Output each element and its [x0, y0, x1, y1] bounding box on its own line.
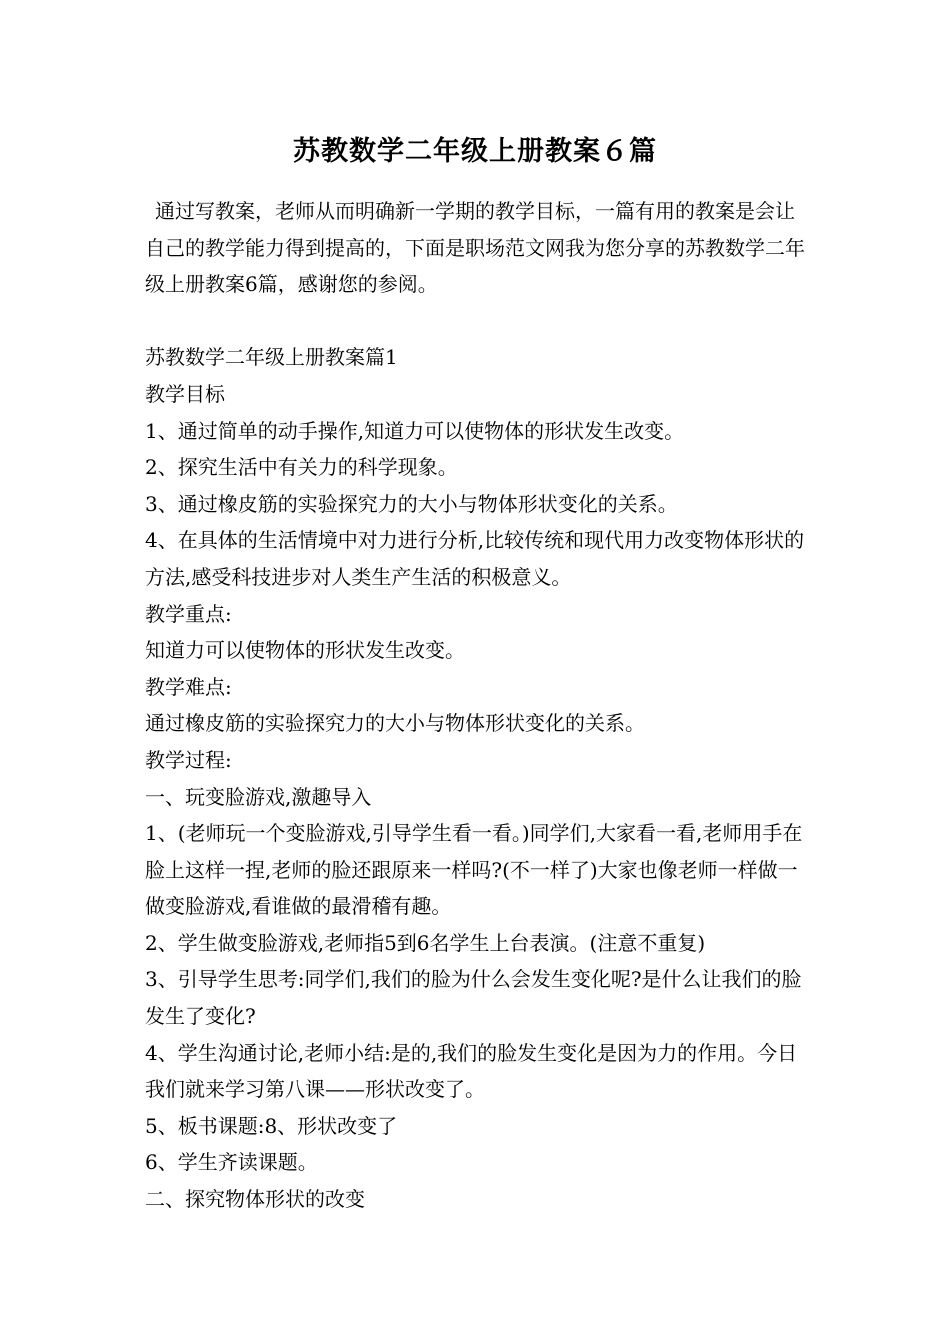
goal-item: 4、在具体的生活情境中对力进行分析,比较传统和现代用力改变物体形状的方法,感受科技进步对人类生产生活的积极意义。	[145, 528, 805, 589]
paragraph-spacer	[145, 303, 810, 340]
goal-item: 3、通过橡皮筋的实验探究力的大小与物体形状变化的关系。	[145, 491, 678, 516]
process-item: 1、(老师玩一个变脸游戏,引导学生看一看。)同学们,大家看一看,老师用手在脸上这样一捏,老师的脸还跟原来一样吗?(不一样了)大家也像老师一样做一做变脸游戏,看谁做的最滑稽有趣。	[145, 821, 803, 919]
process-step-heading: 二、探究物体形状的改变	[145, 1187, 365, 1212]
process-item: 3、引导学生思考:同学们,我们的脸为什么会发生变化呢?是什么让我们的脸发生了变化?	[145, 967, 802, 1029]
process-item: 4、学生沟通讨论,老师小结:是的,我们的脸发生变化是因为力的作用。今日我们就来学习第八课——形状改变了。	[145, 1040, 798, 1102]
goal-item: 1、通过简单的动手操作,知道力可以使物体的形状发生改变。	[145, 418, 685, 443]
process-item: 6、学生齐读课题。	[145, 1150, 318, 1175]
subheading-key-points: 教学重点:	[145, 601, 232, 626]
key-point-text: 知道力可以使物体的形状发生改变。	[145, 638, 465, 663]
intro-paragraph: 通过写教案，老师从而明确新一学期的教学目标，一篇有用的教案是会让自己的教学能力得到提高的，下面是职场范文网我为您分享的苏教数学二年级上册教案6篇，感谢您的参阅。	[145, 199, 805, 297]
subheading-teaching-goals: 教学目标	[145, 381, 225, 406]
process-item: 2、学生做变脸游戏,老师指5到6名学生上台表演。(注意不重复)	[145, 930, 706, 955]
goal-item: 2、探究生活中有关力的科学现象。	[145, 455, 458, 480]
section-heading: 苏教数学二年级上册教案篇1	[145, 345, 398, 370]
subheading-process: 教学过程:	[145, 747, 232, 772]
difficulty-text: 通过橡皮筋的实验探究力的大小与物体形状变化的关系。	[145, 711, 645, 736]
process-step-heading: 一、玩变脸游戏,激趣导入	[145, 784, 372, 809]
document-body	[145, 193, 810, 1218]
process-item: 5、板书课题:8、形状改变了	[145, 1113, 398, 1138]
subheading-difficulties: 教学难点:	[145, 674, 232, 699]
document-title: 苏教数学二年级上册教案６篇	[293, 136, 657, 167]
